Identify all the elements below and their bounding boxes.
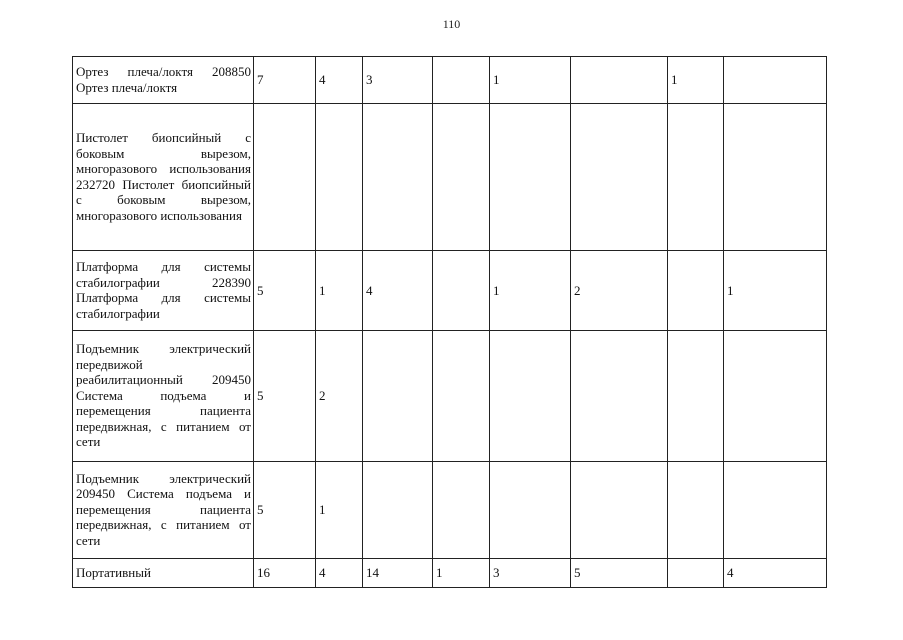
value-cell: [668, 331, 724, 462]
value-cell: [571, 331, 668, 462]
item-name-cell: Платформа для системы стабилографии 228390 Платформа для системы стабилографии: [73, 251, 254, 331]
table-row: [73, 57, 827, 104]
value-cell: 4: [724, 559, 827, 588]
value-cell: [433, 251, 490, 331]
value-cell: 1: [490, 251, 571, 331]
value-cell: 1: [490, 57, 571, 104]
value-cell: 4: [363, 251, 433, 331]
value-cell: 5: [254, 251, 316, 331]
value-cell: [571, 462, 668, 559]
value-cell: [724, 462, 827, 559]
value-cell: [724, 57, 827, 104]
value-cell: 14: [363, 559, 433, 588]
value-cell: [724, 104, 827, 251]
item-name-cell: Ортез плеча/локтя 208850 Ортез плеча/локтя: [73, 57, 254, 104]
value-cell: 16: [254, 559, 316, 588]
value-cell: [433, 331, 490, 462]
table-row: [73, 104, 827, 251]
table-row: [73, 462, 827, 559]
value-cell: [363, 331, 433, 462]
value-cell: [433, 57, 490, 104]
value-cell: [668, 559, 724, 588]
value-cell: 5: [254, 331, 316, 462]
value-cell: [668, 462, 724, 559]
value-cell: [316, 104, 363, 251]
value-cell: [363, 462, 433, 559]
value-cell: 4: [316, 559, 363, 588]
value-cell: [571, 57, 668, 104]
value-cell: 5: [254, 462, 316, 559]
value-cell: 3: [363, 57, 433, 104]
value-cell: 1: [724, 251, 827, 331]
value-cell: [490, 104, 571, 251]
item-name-cell: Подъемник электрический передвижой реабилитационный 209450 Система подъема и перемещения пациента передвижная, с питанием от сети: [73, 331, 254, 462]
item-name-cell: Пистолет биопсийный с боковым вырезом, многоразового использования 232720 Пистолет биопсийный с боковым вырезом, многоразового использования: [73, 104, 254, 251]
value-cell: [433, 462, 490, 559]
value-cell: [254, 104, 316, 251]
value-cell: 1: [668, 57, 724, 104]
value-cell: [490, 331, 571, 462]
value-cell: 7: [254, 57, 316, 104]
value-cell: 2: [571, 251, 668, 331]
value-cell: 2: [316, 331, 363, 462]
value-cell: 5: [571, 559, 668, 588]
equipment-table: [72, 56, 827, 588]
value-cell: [433, 104, 490, 251]
item-name-cell: Портативный: [73, 559, 254, 588]
value-cell: 3: [490, 559, 571, 588]
value-cell: [363, 104, 433, 251]
table-row: [73, 331, 827, 462]
table-row: [73, 251, 827, 331]
value-cell: [668, 104, 724, 251]
value-cell: [724, 331, 827, 462]
value-cell: [490, 462, 571, 559]
item-name-cell: Подъемник электрический 209450 Система подъема и перемещения пациента передвижная, с питанием от сети: [73, 462, 254, 559]
page-number: 110: [442, 17, 461, 31]
value-cell: 1: [316, 462, 363, 559]
value-cell: 4: [316, 57, 363, 104]
value-cell: 1: [316, 251, 363, 331]
value-cell: [571, 104, 668, 251]
value-cell: 1: [433, 559, 490, 588]
value-cell: [668, 251, 724, 331]
table-row: [73, 559, 827, 588]
